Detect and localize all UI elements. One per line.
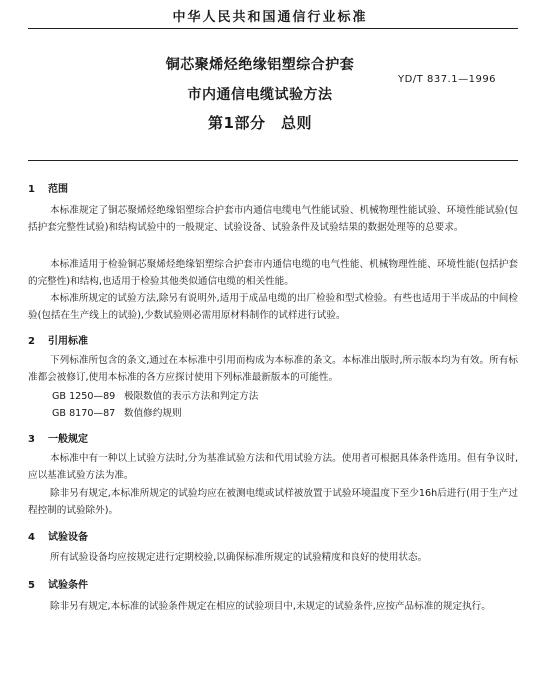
section-title: 引用标准 xyxy=(48,336,88,347)
standard-number: YD/T 837.1—1996 xyxy=(398,74,497,85)
title-rule xyxy=(28,160,518,161)
reference-code: GB 8170—87 xyxy=(52,408,116,419)
paragraph: 本标准所规定的试验方法,除另有说明外,适用于成品电缆的出厂检验和型式检验。有些也适用于半成品的中间检验(包括在生产线上的试验),少数试验则必需用原材料制作的试样进行试验。 xyxy=(28,293,518,321)
section-number: 3 xyxy=(28,434,35,445)
paragraph: 本标准中有一种以上试验方法时,分为基准试验方法和代用试验方法。使用者可根据具体条件选用。但有争议时,应以基准试验方法为准。 xyxy=(28,453,518,481)
section-number: 1 xyxy=(28,184,35,195)
header-title: 中华人民共和国通信行业标准 xyxy=(172,10,368,25)
section-number: 5 xyxy=(28,580,35,591)
section-number: 4 xyxy=(28,532,35,543)
section-heading xyxy=(28,332,88,347)
section-title: 范围 xyxy=(48,184,68,195)
section-title: 试验设备 xyxy=(48,532,88,543)
doc-title-line2: 市内通信电缆试验方法 xyxy=(187,87,333,103)
reference-item xyxy=(52,405,182,419)
paragraph: 除非另有规定,本标准的试验条件规定在相应的试验项目中,未规定的试验条件,应按产品标准的规定执行。 xyxy=(50,601,491,612)
header-rule xyxy=(28,28,518,29)
paragraph: 下列标准所包含的条文,通过在本标准中引用而构成为本标准的条文。本标准出版时,所示版本均为有效。所有标准都会被修订,使用本标准的各方应探讨使用下列标准最新版本的可能性。 xyxy=(28,355,518,383)
reference-item xyxy=(52,388,258,402)
paragraph: 本标准适用于检验铜芯聚烯烃绝缘铝塑综合护套市内通信电缆的电气性能、机械物理性能、环境性能(包括护套的完整性)和结构,也适用于检验其他类似通信电缆的相关性能。 xyxy=(28,259,518,287)
reference-title: 极限数值的表示方法和判定方法 xyxy=(124,391,259,402)
section-heading xyxy=(28,180,68,195)
doc-title-line3: 第1部分 总则 xyxy=(208,114,312,132)
section-title: 试验条件 xyxy=(48,580,88,591)
section-title: 一般规定 xyxy=(48,434,88,445)
paragraph: 所有试验设备均应按规定进行定期校验,以确保标准所规定的试验精度和良好的使用状态。 xyxy=(50,552,428,563)
section-heading xyxy=(28,576,88,591)
reference-title: 数值修约规则 xyxy=(124,408,182,419)
section-heading xyxy=(28,528,88,543)
paragraph: 除非另有规定,本标准所规定的试验均应在被测电缆或试样被放置于试验环境温度下至少16h后进行(用于生产过程控制的试验除外)。 xyxy=(28,488,518,516)
paragraph: 本标准规定了铜芯聚烯烃绝缘铝塑综合护套市内通信电缆电气性能试验、机械物理性能试验、环境性能试验(包括护套完整性试验)和结构试验中的一般规定、试验设备、试验条件及试验结果的数据处理等的总要求。 xyxy=(28,205,518,233)
section-number: 2 xyxy=(28,336,35,347)
doc-title-line1: 铜芯聚烯烃绝缘铝塑综合护套 xyxy=(165,57,355,73)
reference-code: GB 1250—89 xyxy=(52,391,116,402)
section-heading xyxy=(28,430,88,445)
